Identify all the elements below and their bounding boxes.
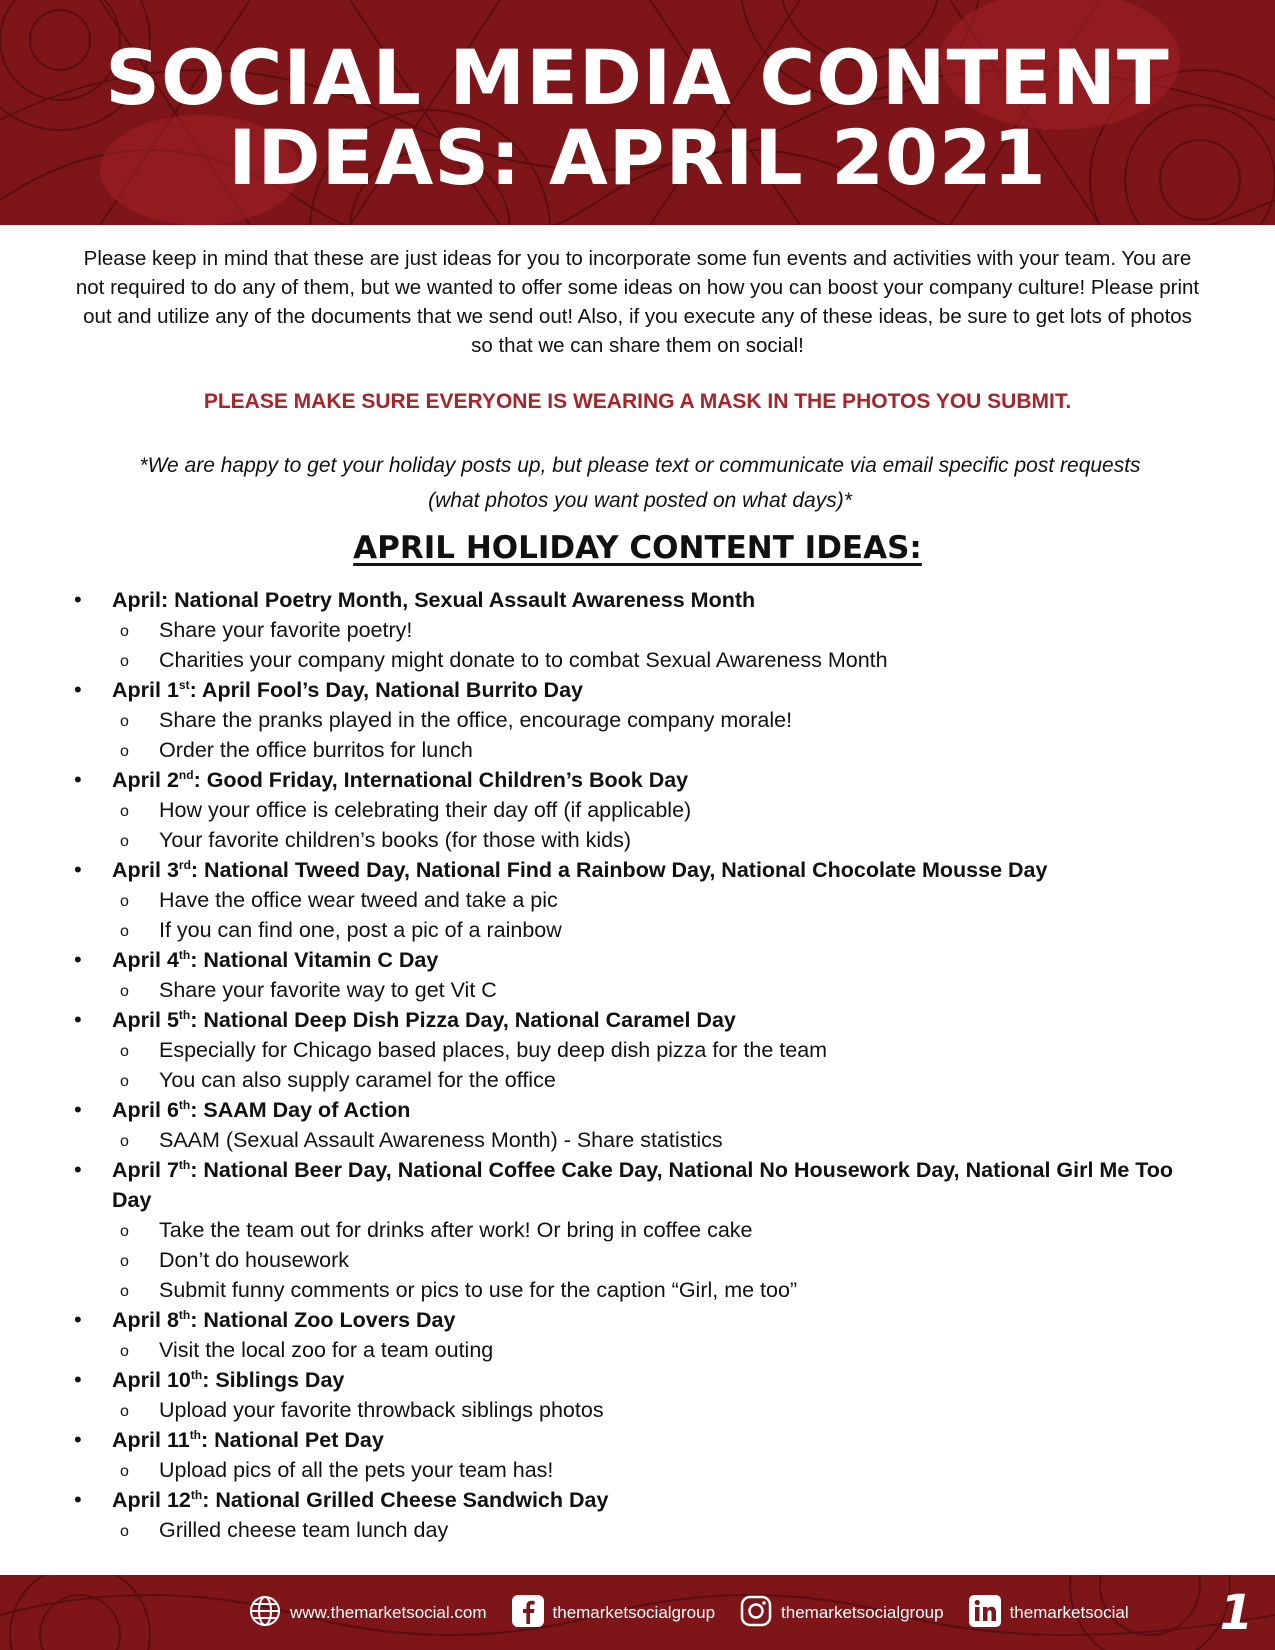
holiday-title	[112, 1305, 1215, 1335]
sub-bullet-marker: o	[120, 1283, 129, 1300]
list-item	[0, 945, 1275, 1005]
content-idea: Charities your company might donate to to combat Sexual Awareness Month	[159, 648, 888, 672]
holiday-title	[112, 1365, 1215, 1395]
linkedin-icon	[968, 1594, 1002, 1633]
holiday-title	[112, 1095, 1215, 1125]
sub-bullet-marker: o	[120, 743, 129, 760]
bullet-marker: •	[74, 1157, 82, 1182]
holiday-names: : National Zoo Lovers Day	[190, 1308, 456, 1332]
content-idea: Don’t do housework	[159, 1248, 350, 1272]
content-idea: Grilled cheese team lunch day	[159, 1518, 449, 1542]
holiday-date: April 2	[112, 768, 179, 792]
sub-list-item	[0, 1065, 1275, 1095]
list-item	[0, 1485, 1275, 1545]
sub-bullet-marker: o	[120, 1133, 129, 1150]
sub-bullet-marker: o	[120, 1043, 129, 1060]
holiday-names: : Good Friday, International Children’s Book Day	[193, 768, 689, 792]
bullet-marker: •	[74, 1487, 82, 1512]
intro-paragraph: Please keep in mind that these are just ideas for you to incorporate some fun events and activities with your team. You are not required to do any of them, but we wanted to offer some ideas on how you can boost your company culture! Please print out and utilize any of the documents that we send out! Also, if you execute any of these ideas, be sure to get lots of photos so that we can share them on social!	[75, 247, 1200, 357]
holiday-names: : National Pet Day	[201, 1428, 384, 1452]
holiday-names: : National Poetry Month, Sexual Assault Awareness Month	[160, 588, 756, 612]
content-idea: How your office is celebrating their day off (if applicable)	[159, 798, 692, 822]
bullet-marker: •	[74, 587, 82, 612]
date-ordinal-suffix: th	[178, 1007, 191, 1022]
bullet-marker: •	[74, 1367, 82, 1392]
holiday-date: April 8	[112, 1308, 179, 1332]
footer-social-links	[248, 1593, 1153, 1633]
sub-bullet-marker: o	[120, 1073, 129, 1090]
page-number: 1	[1219, 1585, 1253, 1641]
sub-bullet-marker: o	[120, 833, 129, 850]
holiday-names: : National Grilled Cheese Sandwich Day	[202, 1488, 609, 1512]
holiday-names: : April Fool’s Day, National Burrito Day	[189, 678, 583, 702]
holiday-date: April 11	[112, 1428, 190, 1452]
list-item	[0, 675, 1275, 765]
holiday-title	[112, 855, 1215, 885]
holiday-date: April 5	[112, 1008, 179, 1032]
date-ordinal-suffix: st	[178, 677, 190, 692]
bullet-marker: •	[74, 1097, 82, 1122]
sub-bullet-marker: o	[120, 1223, 129, 1240]
date-ordinal-suffix: th	[189, 1427, 202, 1442]
sub-bullet-marker: o	[120, 653, 129, 670]
content-idea: Visit the local zoo for a team outing	[159, 1338, 494, 1362]
facebook-text: themarketsocialgroup	[552, 1603, 716, 1622]
bullet-marker: •	[74, 1007, 82, 1032]
facebook-icon	[511, 1594, 545, 1633]
sub-bullet-marker: o	[120, 1523, 129, 1540]
list-item	[0, 1305, 1275, 1365]
content-idea: Share your favorite way to get Vit C	[159, 978, 497, 1002]
holiday-title	[112, 1485, 1215, 1515]
holiday-title	[112, 1425, 1215, 1455]
sub-bullet-marker: o	[120, 923, 129, 940]
holiday-note-line-1: *We are happy to get your holiday posts up, but please text or communicate via email specific post requests	[139, 454, 1141, 477]
footer-banner	[0, 1575, 1275, 1650]
instagram-link[interactable]	[739, 1594, 944, 1633]
holiday-date: April 7	[112, 1158, 179, 1182]
sub-bullet-marker: o	[120, 713, 129, 730]
list-item	[0, 1425, 1275, 1485]
holiday-title	[112, 765, 1215, 795]
bullet-marker: •	[74, 857, 82, 882]
holiday-date: April 6	[112, 1098, 179, 1122]
website-link[interactable]	[248, 1594, 487, 1633]
holiday-list	[0, 585, 1275, 1545]
content-idea: Upload your favorite throwback siblings photos	[159, 1398, 604, 1422]
holiday-names: : SAAM Day of Action	[190, 1098, 411, 1122]
list-item	[0, 1365, 1275, 1425]
mask-notice: PLEASE MAKE SURE EVERYONE IS WEARING A MASK IN THE PHOTOS YOU SUBMIT.	[203, 390, 1072, 413]
sub-bullet-marker: o	[120, 803, 129, 820]
date-ordinal-suffix: th	[190, 1367, 203, 1382]
globe-icon	[248, 1594, 282, 1633]
sub-list-item	[0, 705, 1275, 735]
holiday-names: : National Beer Day, National Coffee Cake Day, National No Housework Day, National Girl Me Too Day	[112, 1158, 1174, 1212]
list-item	[0, 855, 1275, 945]
title-line-2: IDEAS: APRIL 2021	[228, 113, 1047, 202]
bullet-marker: •	[74, 767, 82, 792]
content-idea: Share the pranks played in the office, encourage company morale!	[159, 708, 793, 732]
website-text: www.themarketsocial.com	[290, 1603, 487, 1622]
holiday-posts-note	[90, 448, 1190, 518]
sub-list-item	[0, 1215, 1275, 1245]
content-idea: Order the office burritos for lunch	[159, 738, 473, 762]
holiday-title	[112, 675, 1215, 705]
sub-list-item	[0, 825, 1275, 855]
sub-list-item	[0, 1395, 1275, 1425]
holiday-date: April 3	[112, 858, 179, 882]
date-ordinal-suffix: th	[190, 1487, 203, 1502]
list-item	[0, 1155, 1275, 1305]
date-ordinal-suffix: th	[178, 1097, 191, 1112]
holiday-title	[112, 1005, 1215, 1035]
sub-list-item	[0, 795, 1275, 825]
content-idea: Your favorite children’s books (for those with kids)	[159, 828, 632, 852]
sub-list-item	[0, 885, 1275, 915]
date-ordinal-suffix: nd	[178, 767, 194, 782]
content-idea: Take the team out for drinks after work! Or bring in coffee cake	[159, 1218, 753, 1242]
page-title	[0, 33, 1275, 202]
content-idea: Especially for Chicago based places, buy deep dish pizza for the team	[159, 1038, 828, 1062]
date-ordinal-suffix: th	[178, 947, 191, 962]
content-idea: Share your favorite poetry!	[159, 618, 413, 642]
title-line-1: SOCIAL MEDIA CONTENT	[105, 33, 1170, 122]
holiday-date: April 12	[112, 1488, 191, 1512]
list-item	[0, 1005, 1275, 1095]
content-idea: Submit funny comments or pics to use for the caption “Girl, me too”	[159, 1278, 798, 1302]
sub-list-item	[0, 1515, 1275, 1545]
sub-list-item	[0, 1035, 1275, 1065]
bullet-marker: •	[74, 1427, 82, 1452]
sub-list-item	[0, 975, 1275, 1005]
sub-list-item	[0, 1335, 1275, 1365]
linkedin-link[interactable]	[968, 1594, 1129, 1633]
holiday-names: : National Deep Dish Pizza Day, National Caramel Day	[190, 1008, 736, 1032]
sub-bullet-marker: o	[120, 893, 129, 910]
sub-list-item	[0, 735, 1275, 765]
content-idea: You can also supply caramel for the office	[159, 1068, 556, 1092]
sub-list-item	[0, 1125, 1275, 1155]
linkedin-text: themarketsocial	[1009, 1603, 1129, 1622]
list-item	[0, 765, 1275, 855]
sub-list-item	[0, 1245, 1275, 1275]
facebook-link[interactable]	[511, 1594, 716, 1633]
holiday-title	[112, 585, 1215, 615]
list-item	[0, 585, 1275, 675]
sub-list-item	[0, 915, 1275, 945]
list-item	[0, 1095, 1275, 1155]
holiday-names: : Siblings Day	[202, 1368, 345, 1392]
holiday-date: April	[112, 588, 161, 612]
sub-bullet-marker: o	[120, 1463, 129, 1480]
date-ordinal-suffix: th	[178, 1157, 191, 1172]
holiday-note-line-2: (what photos you want posted on what days)*	[428, 489, 852, 512]
instagram-text: themarketsocialgroup	[781, 1603, 944, 1622]
holiday-date: April 1	[112, 678, 179, 702]
sub-bullet-marker: o	[120, 1253, 129, 1270]
holiday-title	[112, 945, 1215, 975]
sub-list-item	[0, 1455, 1275, 1485]
sub-list-item	[0, 645, 1275, 675]
date-ordinal-suffix: th	[178, 1307, 191, 1322]
content-idea: Have the office wear tweed and take a pic	[159, 888, 558, 912]
sub-bullet-marker: o	[120, 623, 129, 640]
holiday-names: : National Tweed Day, National Find a Rainbow Day, National Chocolate Mousse Day	[190, 858, 1048, 882]
sub-bullet-marker: o	[120, 983, 129, 1000]
sub-list-item	[0, 1275, 1275, 1305]
content-idea: SAAM (Sexual Assault Awareness Month) - Share statistics	[159, 1128, 723, 1152]
sub-list-item	[0, 615, 1275, 645]
holiday-date: April 4	[112, 948, 179, 972]
section-heading: APRIL HOLIDAY CONTENT IDEAS:	[353, 530, 922, 566]
header-banner	[0, 0, 1275, 225]
instagram-icon	[739, 1594, 773, 1633]
bullet-marker: •	[74, 1307, 82, 1332]
bullet-marker: •	[74, 677, 82, 702]
content-idea: If you can find one, post a pic of a rainbow	[159, 918, 562, 942]
holiday-names: : National Vitamin C Day	[190, 948, 439, 972]
sub-bullet-marker: o	[120, 1343, 129, 1360]
content-idea: Upload pics of all the pets your team has!	[159, 1458, 554, 1482]
holiday-date: April 10	[112, 1368, 191, 1392]
holiday-title	[112, 1155, 1215, 1215]
sub-bullet-marker: o	[120, 1403, 129, 1420]
date-ordinal-suffix: rd	[178, 857, 191, 872]
bullet-marker: •	[74, 947, 82, 972]
